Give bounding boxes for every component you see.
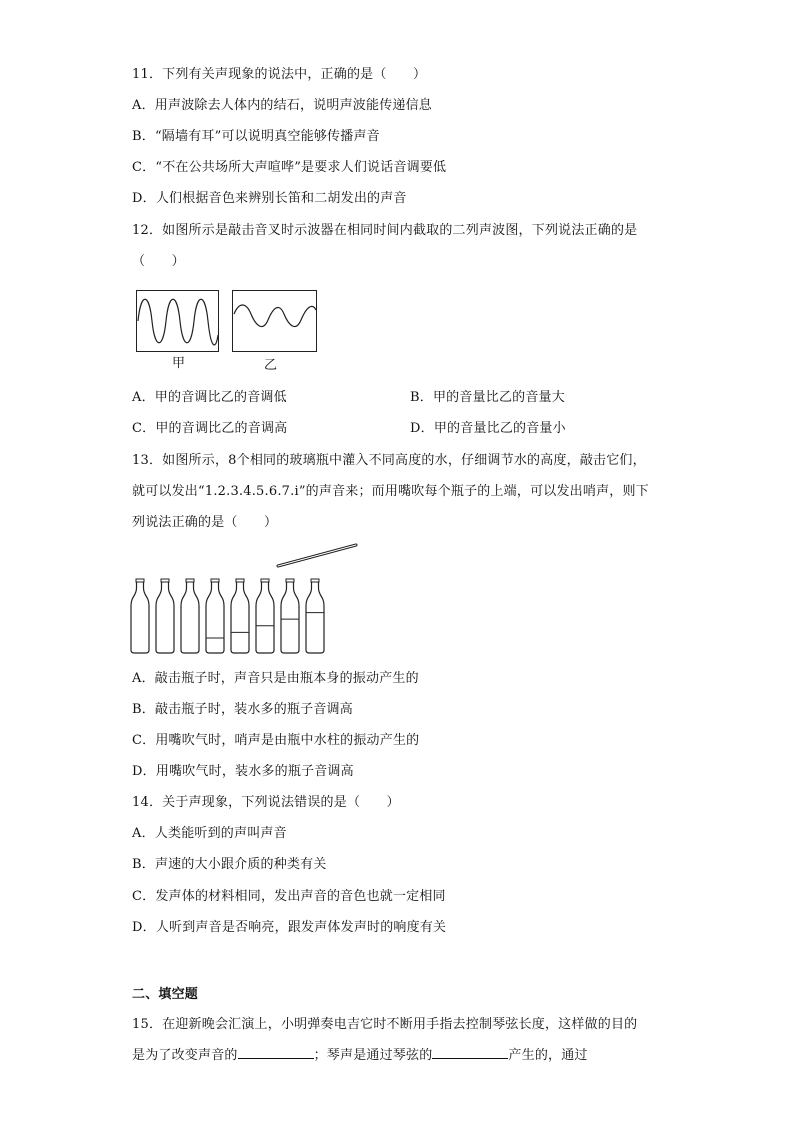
q11-stem: 11．下列有关声现象的说法中，正确的是（ ） (132, 67, 427, 82)
q13-stem-line1: 13．如图所示，8个相同的玻璃瓶中灌入不同高度的水，仔细调节水的高度，敲击它们， (132, 453, 646, 468)
q12-option-d: D．甲的音量比乙的音量小 (410, 421, 566, 436)
q12-option-a: A．甲的音调比乙的音调低 (132, 390, 287, 405)
q14-option-c: C．发声体的材料相同，发出声音的音色也就一定相同 (132, 889, 446, 904)
waveform-jia-label: 甲 (172, 356, 186, 371)
q15-line2 (132, 1046, 588, 1065)
bottle-3 (181, 579, 199, 653)
waveform-yi-label: 乙 (264, 358, 278, 373)
q13-option-d: D．用嘴吹气时，装水多的瓶子音调高 (132, 764, 354, 779)
q15-blank-2[interactable] (432, 1046, 508, 1059)
q14-option-d: D．人听到声音是否响亮，跟发声体发声时的响度有关 (132, 920, 447, 935)
bottle-2 (156, 579, 174, 653)
q13-option-c: C．用嘴吹气时，哨声是由瓶中水柱的振动产生的 (132, 733, 420, 748)
q15-blank-1[interactable] (238, 1046, 314, 1059)
q12-option-b: B．甲的音量比乙的音量大 (410, 390, 565, 405)
q13-stem-line2: 就可以发出“1.2.3.4.5.6.7.i”的声音来；而用嘴吹每个瓶子的上端，可以发出哨声，则下 (132, 484, 649, 499)
q15-line2-part-c: 产生的，通过 (508, 1048, 588, 1063)
q13-option-b: B．敲击瓶子时，装水多的瓶子音调高 (132, 702, 353, 717)
waveform-jia-figure (136, 290, 220, 352)
waveform-jia-curve (138, 299, 218, 345)
q12-option-c: C．甲的音调比乙的音调高 (132, 421, 288, 436)
q11-option-c: C．“不在公共场所大声喧哗”是要求人们说话音调要低 (132, 160, 447, 175)
section-title-fill-in: 二、填空题 (132, 987, 199, 1002)
q13-option-a: A．敲击瓶子时，声音只是由瓶本身的振动产生的 (132, 671, 419, 686)
bottle-5 (231, 579, 249, 653)
q11-option-d: D．人们根据音色来辨别长笛和二胡发出的声音 (132, 191, 407, 206)
waveform-yi-figure (232, 290, 318, 352)
q13-stem-line3: 列说法正确的是（ ） (132, 515, 278, 530)
q11-option-b: B．“隔墙有耳”可以说明真空能够传播声音 (132, 129, 380, 144)
q11-option-a: A．用声波除去人体内的结石，说明声波能传递信息 (132, 98, 432, 113)
q14-option-a: A．人类能听到的声叫声音 (132, 826, 287, 841)
q12-stem-line1: 12．如图所示是敲击音叉时示波器在相同时间内截取的二列声波图，下列说法正确的是 (132, 223, 638, 238)
bottle-8 (306, 579, 324, 653)
waveform-yi-curve (234, 305, 316, 327)
q15-line2-part-b: ；琴声是通过琴弦的 (313, 1048, 433, 1063)
bottle-4 (206, 579, 224, 653)
q14-option-b: B．声速的大小跟介质的种类有关 (132, 857, 327, 872)
q15-line2-part-a: 是为了改变声音的 (132, 1048, 238, 1063)
bottle-1 (131, 579, 149, 653)
bottle-7 (281, 579, 299, 653)
bottle-6 (256, 579, 274, 653)
bottles-figure (128, 540, 368, 660)
q15-line1: 15．在迎新晚会汇演上，小明弹奏电吉它时不断用手指去控制琴弦长度，这样做的目的 (132, 1017, 638, 1032)
q12-stem-line2: （ ） (132, 254, 185, 269)
q14-stem: 14．关于声现象，下列说法错误的是（ ） (132, 795, 400, 810)
